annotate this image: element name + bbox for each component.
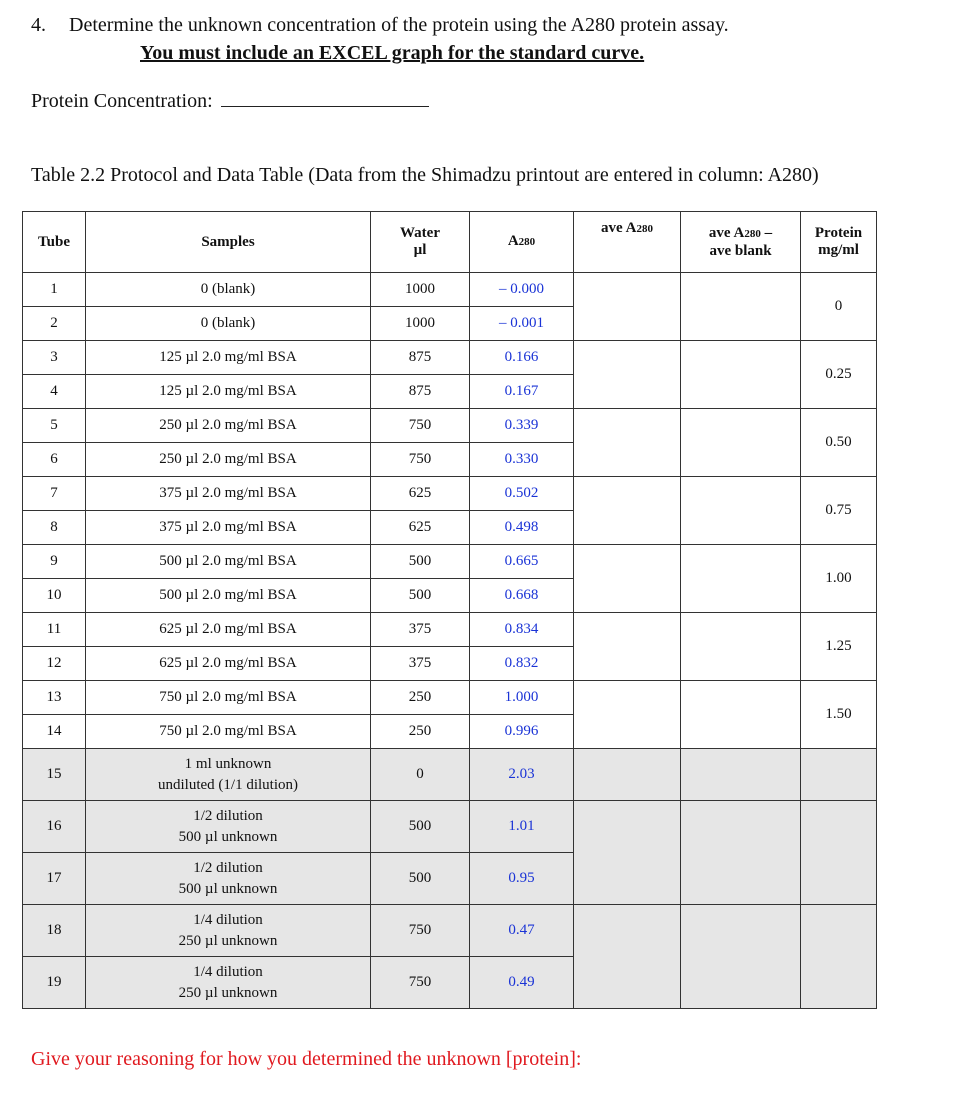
tube-cell: 4	[23, 375, 86, 409]
sample-cell: 750 µl 2.0 mg/ml BSA	[86, 715, 371, 749]
sample-cell: 1/2 dilution 500 µl unknown	[86, 853, 371, 905]
water-cell: 250	[371, 715, 470, 749]
ave-a280-cell[interactable]	[574, 749, 681, 801]
tube-cell: 14	[23, 715, 86, 749]
sample-cell: 500 µl 2.0 mg/ml BSA	[86, 545, 371, 579]
tube-cell: 11	[23, 613, 86, 647]
header-a280: A280	[470, 212, 574, 273]
unknown-row	[23, 749, 877, 801]
concentration-blank-line[interactable]	[221, 92, 429, 107]
protein-cell: 0.75	[801, 477, 877, 545]
ave-minus-blank-cell[interactable]	[681, 477, 801, 545]
sample-cell: 500 µl 2.0 mg/ml BSA	[86, 579, 371, 613]
protein-cell[interactable]	[801, 749, 877, 801]
ave-a280-cell[interactable]	[574, 613, 681, 681]
tube-cell: 16	[23, 801, 86, 853]
a280-cell: 0.665	[470, 545, 574, 579]
header-tube: Tube	[23, 212, 86, 273]
water-cell: 875	[371, 375, 470, 409]
protein-cell: 1.00	[801, 545, 877, 613]
unknown-row	[23, 801, 877, 853]
ave-a280-cell[interactable]	[574, 409, 681, 477]
protein-cell[interactable]	[801, 801, 877, 905]
sample-cell: 625 µl 2.0 mg/ml BSA	[86, 647, 371, 681]
tube-cell: 13	[23, 681, 86, 715]
water-cell: 1000	[371, 307, 470, 341]
sample-cell: 125 µl 2.0 mg/ml BSA	[86, 375, 371, 409]
sample-cell: 1/4 dilution 250 µl unknown	[86, 905, 371, 957]
water-cell: 1000	[371, 273, 470, 307]
a280-cell: 0.47	[470, 905, 574, 957]
header-protein: Protein mg/ml	[801, 212, 877, 273]
water-cell: 875	[371, 341, 470, 375]
table-row	[23, 273, 877, 307]
tube-cell: 2	[23, 307, 86, 341]
tube-cell: 10	[23, 579, 86, 613]
water-cell: 375	[371, 613, 470, 647]
sample-cell: 1 ml unknown undiluted (1/1 dilution)	[86, 749, 371, 801]
ave-minus-blank-cell[interactable]	[681, 545, 801, 613]
a280-cell: 1.000	[470, 681, 574, 715]
a280-cell: 0.167	[470, 375, 574, 409]
a280-cell: – 0.001	[470, 307, 574, 341]
sample-cell: 1/4 dilution 250 µl unknown	[86, 957, 371, 1009]
header-samples: Samples	[86, 212, 371, 273]
sample-cell: 750 µl 2.0 mg/ml BSA	[86, 681, 371, 715]
tube-cell: 15	[23, 749, 86, 801]
a280-cell: 2.03	[470, 749, 574, 801]
sample-cell: 250 µl 2.0 mg/ml BSA	[86, 409, 371, 443]
tube-cell: 6	[23, 443, 86, 477]
a280-cell: 0.95	[470, 853, 574, 905]
header-water: Water µl	[371, 212, 470, 273]
sample-cell: 125 µl 2.0 mg/ml BSA	[86, 341, 371, 375]
water-cell: 500	[371, 801, 470, 853]
concentration-answer	[31, 90, 429, 113]
reasoning-prompt: Give your reasoning for how you determined the unknown [protein]:	[31, 1048, 582, 1070]
sample-cell: 0 (blank)	[86, 307, 371, 341]
sample-cell: 375 µl 2.0 mg/ml BSA	[86, 477, 371, 511]
a280-cell: 0.832	[470, 647, 574, 681]
water-cell: 625	[371, 477, 470, 511]
ave-minus-blank-cell[interactable]	[681, 613, 801, 681]
ave-minus-blank-cell[interactable]	[681, 749, 801, 801]
a280-cell: – 0.000	[470, 273, 574, 307]
water-cell: 625	[371, 511, 470, 545]
sample-cell: 625 µl 2.0 mg/ml BSA	[86, 613, 371, 647]
ave-a280-cell[interactable]	[574, 477, 681, 545]
header-ave-a280: ave A280	[574, 212, 681, 273]
protein-cell: 1.50	[801, 681, 877, 749]
table-row	[23, 341, 877, 375]
sample-cell: 1/2 dilution 500 µl unknown	[86, 801, 371, 853]
ave-a280-cell[interactable]	[574, 545, 681, 613]
table-row	[23, 409, 877, 443]
ave-minus-blank-cell[interactable]	[681, 409, 801, 477]
table-caption: Table 2.2 Protocol and Data Table (Data from the Shimadzu printout are entered in column: A280)	[31, 164, 819, 186]
protein-cell: 1.25	[801, 613, 877, 681]
water-cell: 750	[371, 409, 470, 443]
water-cell: 0	[371, 749, 470, 801]
tube-cell: 18	[23, 905, 86, 957]
a280-cell: 0.330	[470, 443, 574, 477]
sample-cell: 375 µl 2.0 mg/ml BSA	[86, 511, 371, 545]
a280-cell: 0.996	[470, 715, 574, 749]
a280-cell: 1.01	[470, 801, 574, 853]
water-cell: 375	[371, 647, 470, 681]
table-row	[23, 681, 877, 715]
question-text: Determine the unknown concentration of the protein using the A280 protein assay.	[69, 14, 729, 36]
ave-minus-blank-cell[interactable]	[681, 341, 801, 409]
water-cell: 500	[371, 853, 470, 905]
protein-cell: 0.25	[801, 341, 877, 409]
requirement-text: You must include an EXCEL graph for the standard curve.	[140, 42, 645, 64]
sample-cell: 250 µl 2.0 mg/ml BSA	[86, 443, 371, 477]
water-cell: 750	[371, 957, 470, 1009]
table-row	[23, 477, 877, 511]
table-header-row	[23, 212, 877, 273]
a280-cell: 0.166	[470, 341, 574, 375]
concentration-label: Protein Concentration:	[31, 90, 213, 112]
tube-cell: 1	[23, 273, 86, 307]
tube-cell: 8	[23, 511, 86, 545]
question-number: 4.	[31, 14, 46, 36]
tube-cell: 17	[23, 853, 86, 905]
ave-minus-blank-cell[interactable]	[681, 905, 801, 1009]
a280-cell: 0.668	[470, 579, 574, 613]
ave-a280-cell[interactable]	[574, 905, 681, 1009]
tube-cell: 12	[23, 647, 86, 681]
ave-a280-cell[interactable]	[574, 273, 681, 341]
a280-cell: 0.49	[470, 957, 574, 1009]
tube-cell: 9	[23, 545, 86, 579]
a280-cell: 0.339	[470, 409, 574, 443]
water-cell: 500	[371, 579, 470, 613]
ave-a280-cell[interactable]	[574, 681, 681, 749]
sample-cell: 0 (blank)	[86, 273, 371, 307]
a280-cell: 0.498	[470, 511, 574, 545]
ave-a280-cell[interactable]	[574, 341, 681, 409]
unknown-row	[23, 905, 877, 957]
protein-cell: 0	[801, 273, 877, 341]
tube-cell: 5	[23, 409, 86, 443]
tube-cell: 7	[23, 477, 86, 511]
tube-cell: 19	[23, 957, 86, 1009]
ave-minus-blank-cell[interactable]	[681, 681, 801, 749]
data-table	[22, 211, 877, 1009]
tube-cell: 3	[23, 341, 86, 375]
water-cell: 750	[371, 443, 470, 477]
a280-cell: 0.502	[470, 477, 574, 511]
ave-minus-blank-cell[interactable]	[681, 801, 801, 905]
table-row	[23, 545, 877, 579]
water-cell: 250	[371, 681, 470, 715]
header-ave-minus-blank: ave A280 – ave blank	[681, 212, 801, 273]
protein-cell[interactable]	[801, 905, 877, 1009]
ave-a280-cell[interactable]	[574, 801, 681, 905]
water-cell: 750	[371, 905, 470, 957]
table-row	[23, 613, 877, 647]
ave-minus-blank-cell[interactable]	[681, 273, 801, 341]
protein-cell: 0.50	[801, 409, 877, 477]
water-cell: 500	[371, 545, 470, 579]
question-line	[31, 14, 729, 37]
a280-cell: 0.834	[470, 613, 574, 647]
